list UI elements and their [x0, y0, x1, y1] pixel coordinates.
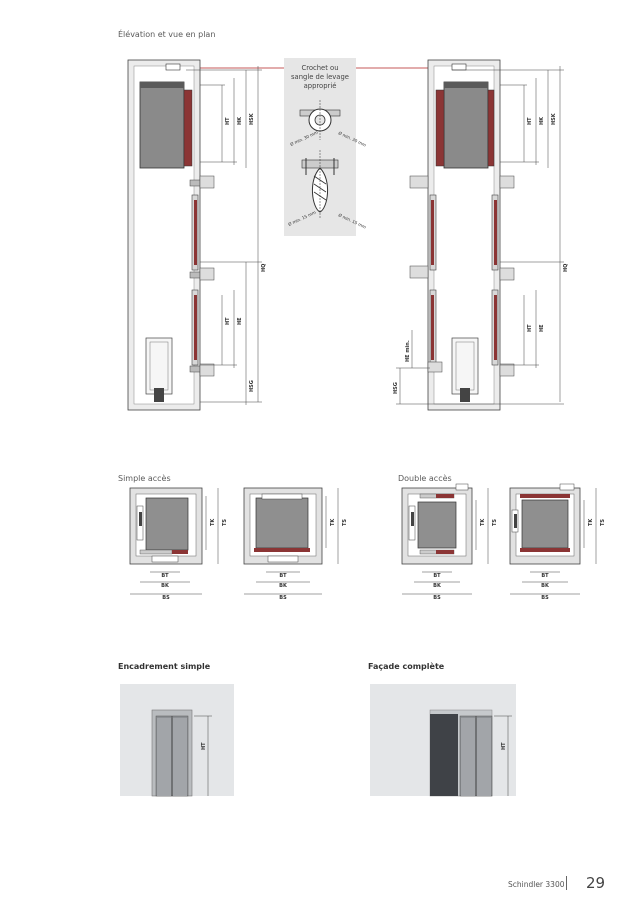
section-title-frame-simple: Encadrement simple: [118, 662, 211, 671]
dim-hsg-right: HSG: [393, 382, 399, 394]
dim-hk-right: HK: [539, 116, 545, 125]
plan-double-a: [402, 484, 472, 564]
plan-a-tk: TK: [210, 518, 216, 526]
plan-b-bk: BK: [279, 583, 287, 589]
plan-c-bk: BK: [433, 583, 441, 589]
facade-simple-ht: HT: [201, 742, 207, 750]
plan-c-bs: BS: [433, 595, 441, 601]
callout-line-2: sangle de levage: [291, 73, 349, 81]
plan-single-a: [130, 488, 202, 564]
plan-c-tk: TK: [480, 518, 486, 526]
hook-label-3: Ø min. 15 mm: [287, 209, 317, 227]
dim-he-left: HE: [237, 317, 243, 325]
facade-frame-simple: [120, 684, 234, 796]
footer-divider: [566, 876, 567, 890]
plan-a-bs: BS: [162, 595, 170, 601]
hook-label-2: Ø min. 30 mm: [337, 130, 367, 148]
shaft-left: [128, 60, 214, 410]
dim-hsk-right: HSK: [551, 113, 557, 125]
plan-d-ts: TS: [600, 518, 606, 526]
callout-line-1: Crochet ou: [301, 64, 339, 72]
dim-he-right: HE: [539, 324, 545, 332]
plan-single-b: [244, 488, 322, 564]
callout-line-3: approprié: [303, 82, 337, 90]
hook-label-1: Ø min. 30 mm: [289, 129, 319, 147]
plan-d-tk: TK: [588, 518, 594, 526]
plan-a-bk: BK: [161, 583, 169, 589]
plan-d-bk: BK: [541, 583, 549, 589]
plan-a-bt: BT: [161, 573, 169, 579]
plan-c-ts: TS: [492, 518, 498, 526]
facade-drawings: [0, 680, 638, 800]
dim-hsk-left: HSK: [249, 113, 255, 125]
dim-hq-left: HQ: [261, 263, 267, 272]
dim-ht-top-left: HT: [225, 117, 231, 125]
plan-views: [0, 480, 638, 610]
section-title-single-access: Simple accès: [118, 474, 171, 483]
section-title-elevation: Élévation et vue en plan: [118, 30, 216, 39]
plan-a-ts: TS: [222, 518, 228, 526]
shaft-right: [410, 60, 514, 410]
footer-brand: Schindler 3300: [508, 880, 565, 889]
plan-b-tk: TK: [330, 518, 336, 526]
dim-ht-bottom-right: HT: [527, 324, 533, 332]
dim-ht-top-right: HT: [527, 117, 533, 125]
plan-double-b: [510, 484, 580, 564]
plan-b-ts: TS: [342, 518, 348, 526]
plan-b-bt: BT: [279, 573, 287, 579]
dim-hq-right: HQ: [563, 263, 569, 272]
dim-hk-left: HK: [237, 116, 243, 125]
plan-d-bt: BT: [541, 573, 549, 579]
lifting-callout: [284, 58, 367, 236]
facade-full: [370, 684, 516, 796]
plan-c-bt: BT: [433, 573, 441, 579]
section-title-double-access: Double accès: [398, 474, 452, 483]
facade-full-ht: HT: [501, 742, 507, 750]
plan-d-bs: BS: [541, 595, 549, 601]
section-title-full-facade: Façade complète: [368, 662, 445, 671]
dim-he-min-right: HE min.: [405, 340, 411, 362]
dim-hsg-left: HSG: [249, 380, 255, 392]
dim-ht-bottom-left: HT: [225, 317, 231, 325]
page-number: 29: [586, 874, 606, 892]
plan-b-bs: BS: [279, 595, 287, 601]
hook-label-4: Ø min. 15 mm: [337, 212, 367, 230]
